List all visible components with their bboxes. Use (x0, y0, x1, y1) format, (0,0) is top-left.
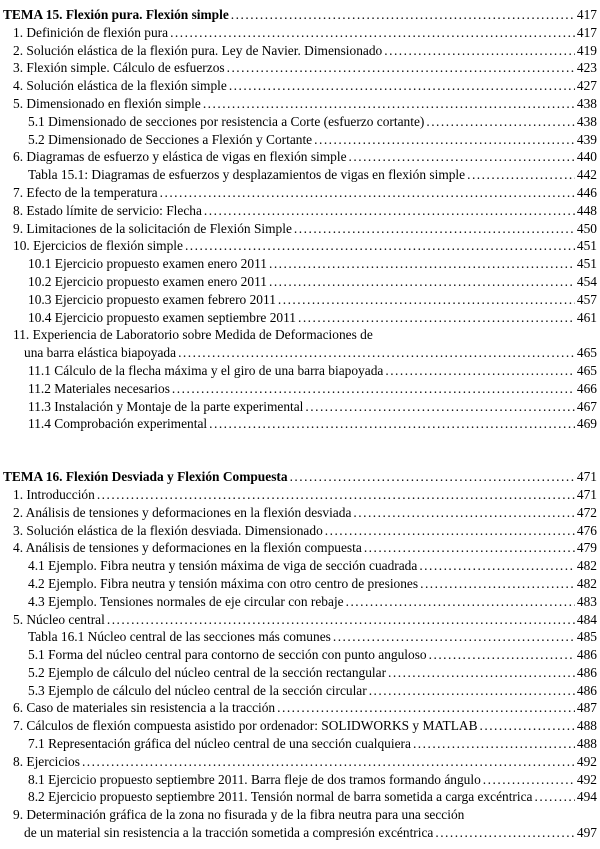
toc-entry (3, 344, 597, 362)
toc-entry-page-number: 467 (576, 398, 597, 414)
toc-entry (3, 380, 597, 398)
dotted-leader (413, 735, 575, 753)
dotted-leader (269, 273, 575, 291)
toc-entry-page-number: 419 (576, 42, 597, 58)
toc-entry-title: 9. Limitaciones de la solicitación de Flexión Simple (13, 220, 292, 236)
toc-entry (3, 771, 597, 789)
toc-entry (3, 788, 597, 806)
toc-entry (3, 717, 597, 735)
toc-entry (3, 326, 597, 344)
toc-entry (3, 557, 597, 575)
toc-entry-page-number: 448 (576, 202, 597, 218)
toc-entry-title: Tabla 16.1 Núcleo central de las secciones más comunes (28, 629, 331, 645)
toc-entry-title: 10.3 Ejercicio propuesto examen febrero 2011 (28, 291, 276, 307)
dotted-leader (227, 59, 575, 77)
toc-entry-page-number: 417 (576, 24, 597, 40)
toc-entry (3, 59, 597, 77)
toc-entry-page-number: 450 (576, 220, 597, 236)
toc-entry-page-number: 486 (576, 682, 597, 698)
toc-entry-title: 11.1 Cálculo de la flecha máxima y el giro de una barra biapoyada (28, 362, 384, 378)
toc-section-tema-15 (3, 6, 597, 433)
dotted-leader (426, 113, 575, 131)
toc-entry (3, 113, 597, 131)
toc-entry (3, 806, 597, 824)
dotted-leader (314, 131, 575, 149)
toc-entry (3, 522, 597, 540)
dotted-leader (435, 824, 575, 842)
toc-entry-page-number: 461 (576, 309, 597, 325)
dotted-leader (97, 486, 575, 504)
toc-entry-title: 2. Análisis de tensiones y deformaciones en la flexión desviada (13, 504, 352, 520)
toc-entry-page-number: 485 (576, 629, 597, 645)
toc-entry (3, 42, 597, 60)
dotted-leader (172, 380, 575, 398)
toc-entry-page-number: 417 (576, 7, 597, 22)
dotted-leader (305, 398, 575, 416)
dotted-leader (420, 575, 575, 593)
toc-entry-page-number: 492 (576, 771, 597, 787)
toc-entry (3, 486, 597, 504)
toc-entry-page-number: 465 (576, 362, 597, 378)
toc-entry-page-number: 494 (576, 789, 597, 805)
toc-entry-page-number: 465 (576, 345, 597, 361)
toc-entry-page-number: 488 (576, 718, 597, 734)
toc-entry-title: 10.4 Ejercicio propuesto examen septiembre 2011 (28, 309, 296, 325)
dotted-leader (294, 220, 575, 238)
toc-entry-title: 5.2 Dimensionado de Secciones a Flexión y Cortante (28, 131, 313, 147)
dotted-leader (277, 699, 575, 717)
toc-entry-title: 10.2 Ejercicio propuesto examen enero 2011 (28, 273, 267, 289)
toc-entry (3, 273, 597, 291)
toc-entry-title: 6. Diagramas de esfuerzo y elástica de vigas en flexión simple (13, 149, 347, 165)
toc-entry-page-number: 472 (576, 504, 597, 520)
toc-entry (3, 24, 597, 42)
toc-entry (3, 575, 597, 593)
toc-entry-title: 6. Caso de materiales sin resistencia a la tracción (13, 700, 276, 716)
toc-entry-title: TEMA 15. Flexión pura. Flexión simple (3, 7, 229, 22)
toc-entry-page-number: 440 (576, 149, 597, 165)
toc-entry-page-number: 438 (576, 95, 597, 111)
toc-entry-page-number: 488 (576, 736, 597, 752)
toc-entry (3, 255, 597, 273)
toc-entry (3, 753, 597, 771)
dotted-leader (384, 42, 575, 60)
toc-entry (3, 362, 597, 380)
toc-entry-page-number: 438 (576, 113, 597, 129)
toc-entry (3, 646, 597, 664)
dotted-leader (170, 24, 575, 42)
toc-entry-page-number: 446 (576, 184, 597, 200)
toc-entry-page-number: 466 (576, 380, 597, 396)
dotted-leader (185, 237, 575, 255)
toc-entry-title: 7.1 Representación gráfica del núcleo central de una sección cualquiera (28, 736, 411, 752)
dotted-leader (346, 593, 575, 611)
toc-entry (3, 682, 597, 700)
toc-entry-page-number: 483 (576, 593, 597, 609)
toc-entry (3, 504, 597, 522)
toc-entry (3, 398, 597, 416)
toc-entry (3, 309, 597, 327)
toc-entry-title: 1. Definición de flexión pura (13, 24, 169, 40)
dotted-leader (385, 362, 575, 380)
toc-entry-page-number: 492 (576, 753, 597, 769)
dotted-leader (290, 468, 575, 486)
dotted-leader (429, 646, 575, 664)
dotted-leader (160, 184, 575, 202)
toc-entry-page-number: 451 (576, 256, 597, 272)
toc-entry (3, 699, 597, 717)
toc-entry-page-number: 486 (576, 664, 597, 680)
dotted-leader (204, 202, 575, 220)
toc-entry-page-number: 454 (576, 273, 597, 289)
toc-entry (3, 628, 597, 646)
toc-section-tema-16 (3, 468, 597, 842)
toc-entry (3, 291, 597, 309)
toc-entry-title: 5. Núcleo central (13, 611, 105, 627)
toc-entry-title: 11. Experiencia de Laboratorio sobre Medida de Deformaciones de (13, 327, 373, 343)
toc-entry-title: TEMA 16. Flexión Desviada y Flexión Compuesta (3, 469, 288, 485)
dotted-leader (483, 771, 575, 789)
toc-entry-page-number: 471 (576, 469, 597, 485)
toc-entry-page-number: 487 (576, 700, 597, 716)
toc-entry (3, 237, 597, 255)
toc-entry (3, 184, 597, 202)
dotted-leader (535, 788, 575, 806)
dotted-leader (203, 95, 575, 113)
toc-entry-page-number: 482 (576, 575, 597, 591)
toc-entry (3, 202, 597, 220)
toc-entry (3, 220, 597, 238)
dotted-leader (369, 682, 575, 700)
toc-entry (3, 664, 597, 682)
dotted-leader (480, 717, 575, 735)
toc-entry-title: 11.4 Comprobación experimental (28, 416, 208, 432)
toc-entry-page-number: 486 (576, 647, 597, 663)
toc-entry-title: 8.1 Ejercicio propuesto septiembre 2011. Barra fleje de dos tramos formando ángulo (28, 771, 481, 787)
dotted-leader (325, 522, 575, 540)
toc-entry-title: 5. Dimensionado en flexión simple (13, 95, 201, 111)
toc-entry-page-number: 497 (576, 825, 597, 841)
dotted-leader (107, 611, 575, 629)
dotted-leader (269, 255, 575, 273)
toc-entry-page-number: 457 (576, 291, 597, 307)
toc-entry-title: Tabla 15.1: Diagramas de esfuerzos y desplazamientos de vigas en flexión simple (28, 167, 466, 183)
toc-entry-title: de un material sin resistencia a la tracción sometida a compresión excéntrica (24, 825, 434, 841)
toc-entry (3, 166, 597, 184)
dotted-leader (298, 309, 575, 327)
toc-entry (3, 77, 597, 95)
dotted-leader (231, 6, 575, 24)
toc-entry-title: 8.2 Ejercicio propuesto septiembre 2011. Tensión normal de barra sometida a carga excéntrica (28, 789, 533, 805)
toc-entry-title: 4.3 Ejemplo. Tensiones normales de eje circular con rebaje (28, 593, 344, 609)
dotted-leader (349, 148, 575, 166)
toc-entry (3, 131, 597, 149)
toc-entry (3, 824, 597, 842)
toc-entry-title: 3. Flexión simple. Cálculo de esfuerzos (13, 60, 225, 76)
toc-entry-title: 8. Ejercicios (13, 753, 80, 769)
toc-entry (3, 95, 597, 113)
toc-entry-title: 4. Análisis de tensiones y deformaciones en la flexión compuesta (13, 540, 362, 556)
toc-entry (3, 735, 597, 753)
dotted-leader (229, 77, 575, 95)
toc-entry-title: 4.1 Ejemplo. Fibra neutra y tensión máxima de viga de sección cuadrada (28, 558, 418, 574)
toc-entry-title: 7. Efecto de la temperatura (13, 184, 158, 200)
toc-entry-title: 9. Determinación gráfica de la zona no fisurada y de la fibra neutra para una sección (13, 807, 465, 823)
toc-entry-title: 5.3 Ejemplo de cálculo del núcleo central de la sección circular (28, 682, 367, 698)
toc-entry-page-number: 451 (576, 238, 597, 254)
dotted-leader (388, 664, 575, 682)
dotted-leader (467, 166, 575, 184)
toc-entry-title: 4.2 Ejemplo. Fibra neutra y tensión máxima con otro centro de presiones (28, 575, 419, 591)
toc-entry-title: 10. Ejercicios de flexión simple (13, 238, 183, 254)
toc-entry-title: 11.2 Materiales necesarios (28, 380, 170, 396)
toc-entry-title: 5.2 Ejemplo de cálculo del núcleo central de la sección rectangular (28, 664, 387, 680)
toc-entry-page-number: 484 (576, 611, 597, 627)
dotted-leader (364, 539, 575, 557)
table-of-contents (3, 6, 597, 842)
toc-entry-page-number: 439 (576, 131, 597, 147)
toc-entry-page-number: 479 (576, 540, 597, 556)
dotted-leader (209, 415, 575, 433)
toc-entry-page-number: 482 (576, 558, 597, 574)
toc-entry-title: una barra elástica biapoyada (24, 345, 177, 361)
toc-entry-title: 5.1 Forma del núcleo central para contorno de sección con punto anguloso (28, 647, 427, 663)
toc-entry (3, 6, 597, 24)
toc-entry (3, 148, 597, 166)
toc-entry-title: 4. Solución elástica de la flexión simple (13, 78, 227, 94)
toc-entry (3, 593, 597, 611)
toc-entry-page-number: 427 (576, 78, 597, 94)
dotted-leader (333, 628, 575, 646)
toc-entry-page-number: 476 (576, 522, 597, 538)
toc-entry (3, 468, 597, 486)
dotted-leader (82, 753, 575, 771)
toc-entry-page-number: 442 (576, 167, 597, 183)
toc-entry (3, 611, 597, 629)
toc-entry-page-number: 471 (576, 486, 597, 502)
dotted-leader (178, 344, 575, 362)
toc-entry-title: 1. Introducción (13, 486, 95, 502)
toc-entry-title: 7. Cálculos de flexión compuesta asistido por ordenador: SOLIDWORKS y MATLAB (13, 718, 478, 734)
toc-entry (3, 539, 597, 557)
toc-entry-title: 11.3 Instalación y Montaje de la parte experimental (28, 398, 304, 414)
toc-entry-title: 3. Solución elástica de la flexión desviada. Dimensionado (13, 522, 323, 538)
dotted-leader (419, 557, 575, 575)
toc-entry-title: 2. Solución elástica de la flexión pura. Ley de Navier. Dimensionado (13, 42, 383, 58)
toc-entry-title: 10.1 Ejercicio propuesto examen enero 2011 (28, 256, 267, 272)
toc-entry-title: 5.1 Dimensionado de secciones por resistencia a Corte (esfuerzo cortante) (28, 113, 425, 129)
toc-entry (3, 415, 597, 433)
toc-entry-page-number: 423 (576, 60, 597, 76)
dotted-leader (353, 504, 575, 522)
toc-entry-page-number: 469 (576, 416, 597, 432)
toc-entry-title: 8. Estado límite de servicio: Flecha (13, 202, 202, 218)
dotted-leader (278, 291, 575, 309)
